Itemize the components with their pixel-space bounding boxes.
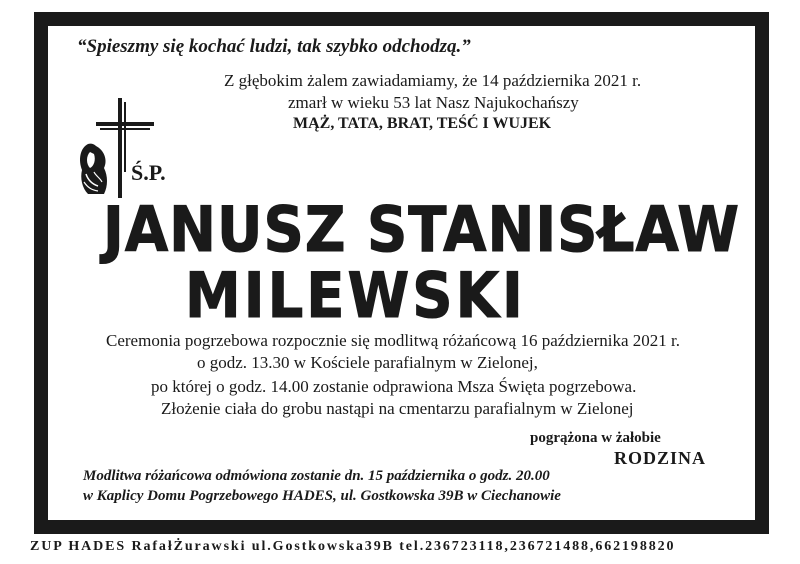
family-signature: RODZINA [614,448,707,468]
mourning-label: pogrążona w żałobie [530,430,661,446]
ceremony-line-4: Złożenie ciała do grobu nastąpi na cmentarzu parafialnym w Zielonej [161,399,634,418]
funeral-home-footer: ZUP HADES RafałŻurawski ul.Gostkowska39B tel.236723118,236721488,662198820 [30,539,676,554]
obituary-content [47,25,756,521]
deceased-name-line-1: JANUSZ STANISŁAW [103,194,741,267]
ceremony-line-1: Ceremonia pogrzebowa rozpocznie się modlitwą różańcową 16 października 2021 r. [106,331,680,350]
obituary-frame [34,12,769,534]
prayer-note-line-1: Modlitwa różańcowa odmówiona zostanie dn. 15 października o godz. 20.00 [83,468,550,484]
announcement-line-1: Z głębokim żalem zawiadamiamy, że 14 października 2021 r. [224,71,642,90]
family-roles: MĄŻ, TATA, BRAT, TEŚĆ I WUJEK [293,115,552,132]
quote: “Spieszmy się kochać ludzi, tak szybko odchodzą.” [77,36,471,57]
announcement-line-2: zmarł w wieku 53 lat Nasz Najukochańszy [288,93,579,112]
ceremony-line-2: o godz. 13.30 w Kościele parafialnym w Zielonej, [197,353,538,372]
prayer-note-line-2: w Kaplicy Domu Pogrzebowego HADES, ul. Gostkowska 39B w Ciechanowie [83,488,561,504]
cross-with-mourning-figure-icon [74,94,154,204]
prefix-sp: Ś.P. [131,160,166,185]
deceased-name-line-2: MILEWSKI [185,260,526,333]
ceremony-line-3: po której o godz. 14.00 zostanie odprawiona Msza Święta pogrzebowa. [151,377,637,396]
